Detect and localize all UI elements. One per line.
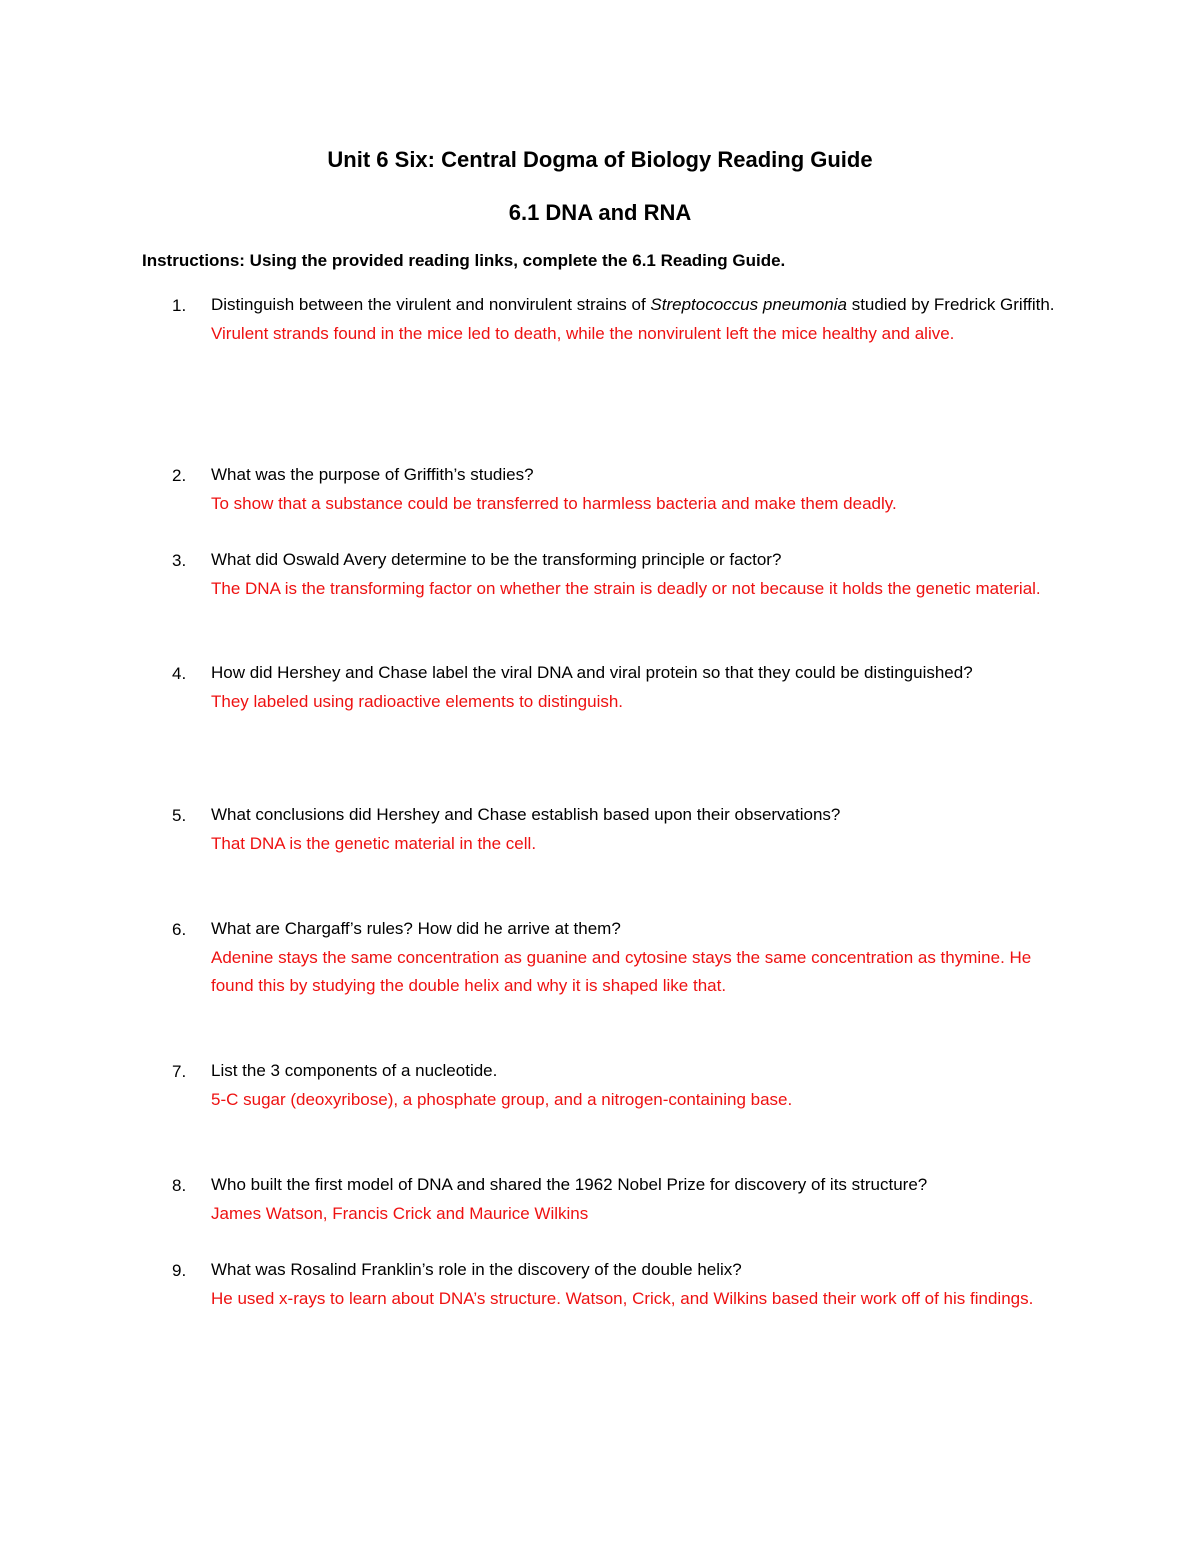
- species-name: Streptococcus pneumonia: [650, 295, 847, 314]
- question-body: [211, 546, 1061, 603]
- answer-text: The DNA is the transforming factor on whether the strain is deadly or not because it holds the genetic material.: [211, 578, 1041, 598]
- question-text: List the 3 components of a nucleotide.: [211, 1061, 498, 1080]
- answer-text: He used x-rays to learn about DNA’s structure. Watson, Crick, and Wilkins based their work off of his findings.: [211, 1288, 1034, 1308]
- question-body: [211, 461, 1061, 518]
- answer-text: That DNA is the genetic material in the cell.: [211, 833, 537, 853]
- answer-text: James Watson, Francis Crick and Maurice Wilkins: [211, 1203, 589, 1223]
- question-number: 3.: [172, 551, 187, 570]
- question-number: 1.: [172, 296, 187, 315]
- question-body: [211, 659, 1061, 716]
- question-text: What conclusions did Hershey and Chase establish based upon their observations?: [211, 805, 841, 824]
- question-text: How did Hershey and Chase label the viral DNA and viral protein so that they could be distinguished?: [211, 663, 973, 682]
- question-number: 7.: [172, 1062, 187, 1081]
- question-number: 9.: [172, 1261, 187, 1280]
- question-number: 4.: [172, 664, 187, 683]
- answer-text: To show that a substance could be transferred to harmless bacteria and make them deadly.: [211, 493, 897, 513]
- answer-text: Adenine stays the same concentration as guanine and cytosine stays the same concentration as thymine. He found this by studying the double helix and why it is shaped like that.: [211, 947, 1032, 995]
- question-text: What was Rosalind Franklin’s role in the discovery of the double helix?: [211, 1260, 742, 1279]
- answer-text: 5-C sugar (deoxyribose), a phosphate group, and a nitrogen-containing base.: [211, 1089, 793, 1109]
- question-body: [211, 1057, 1061, 1114]
- question-body: [211, 1171, 1061, 1228]
- document-title: Unit 6 Six: Central Dogma of Biology Reading Guide: [327, 147, 873, 172]
- question-number: 6.: [172, 920, 187, 939]
- answer-text: They labeled using radioactive elements to distinguish.: [211, 691, 624, 711]
- question-text: Who built the first model of DNA and shared the 1962 Nobel Prize for discovery of its structure?: [211, 1175, 928, 1194]
- question-number: 5.: [172, 806, 187, 825]
- answer-text: Virulent strands found in the mice led to death, while the nonvirulent left the mice healthy and alive.: [211, 323, 955, 343]
- question-text-part: studied by Fredrick Griffith.: [846, 295, 1055, 314]
- question-body: [211, 915, 1061, 1001]
- question-number: 2.: [172, 466, 187, 485]
- question-number: 8.: [172, 1176, 187, 1195]
- question-text: What was the purpose of Griffith’s studies?: [211, 465, 534, 484]
- question-text: What are Chargaff’s rules? How did he arrive at them?: [211, 919, 621, 938]
- question-body: [211, 1256, 1061, 1313]
- question-text: [211, 291, 1061, 320]
- instructions-text: Instructions: Using the provided reading links, complete the 6.1 Reading Guide.: [142, 251, 786, 270]
- section-title: 6.1 DNA and RNA: [508, 200, 692, 225]
- question-body: [211, 801, 1061, 858]
- question-text: What did Oswald Avery determine to be the transforming principle or factor?: [211, 550, 782, 569]
- question-text-part: Distinguish between the virulent and nonvirulent strains of: [211, 295, 651, 314]
- question-body: [211, 291, 1061, 348]
